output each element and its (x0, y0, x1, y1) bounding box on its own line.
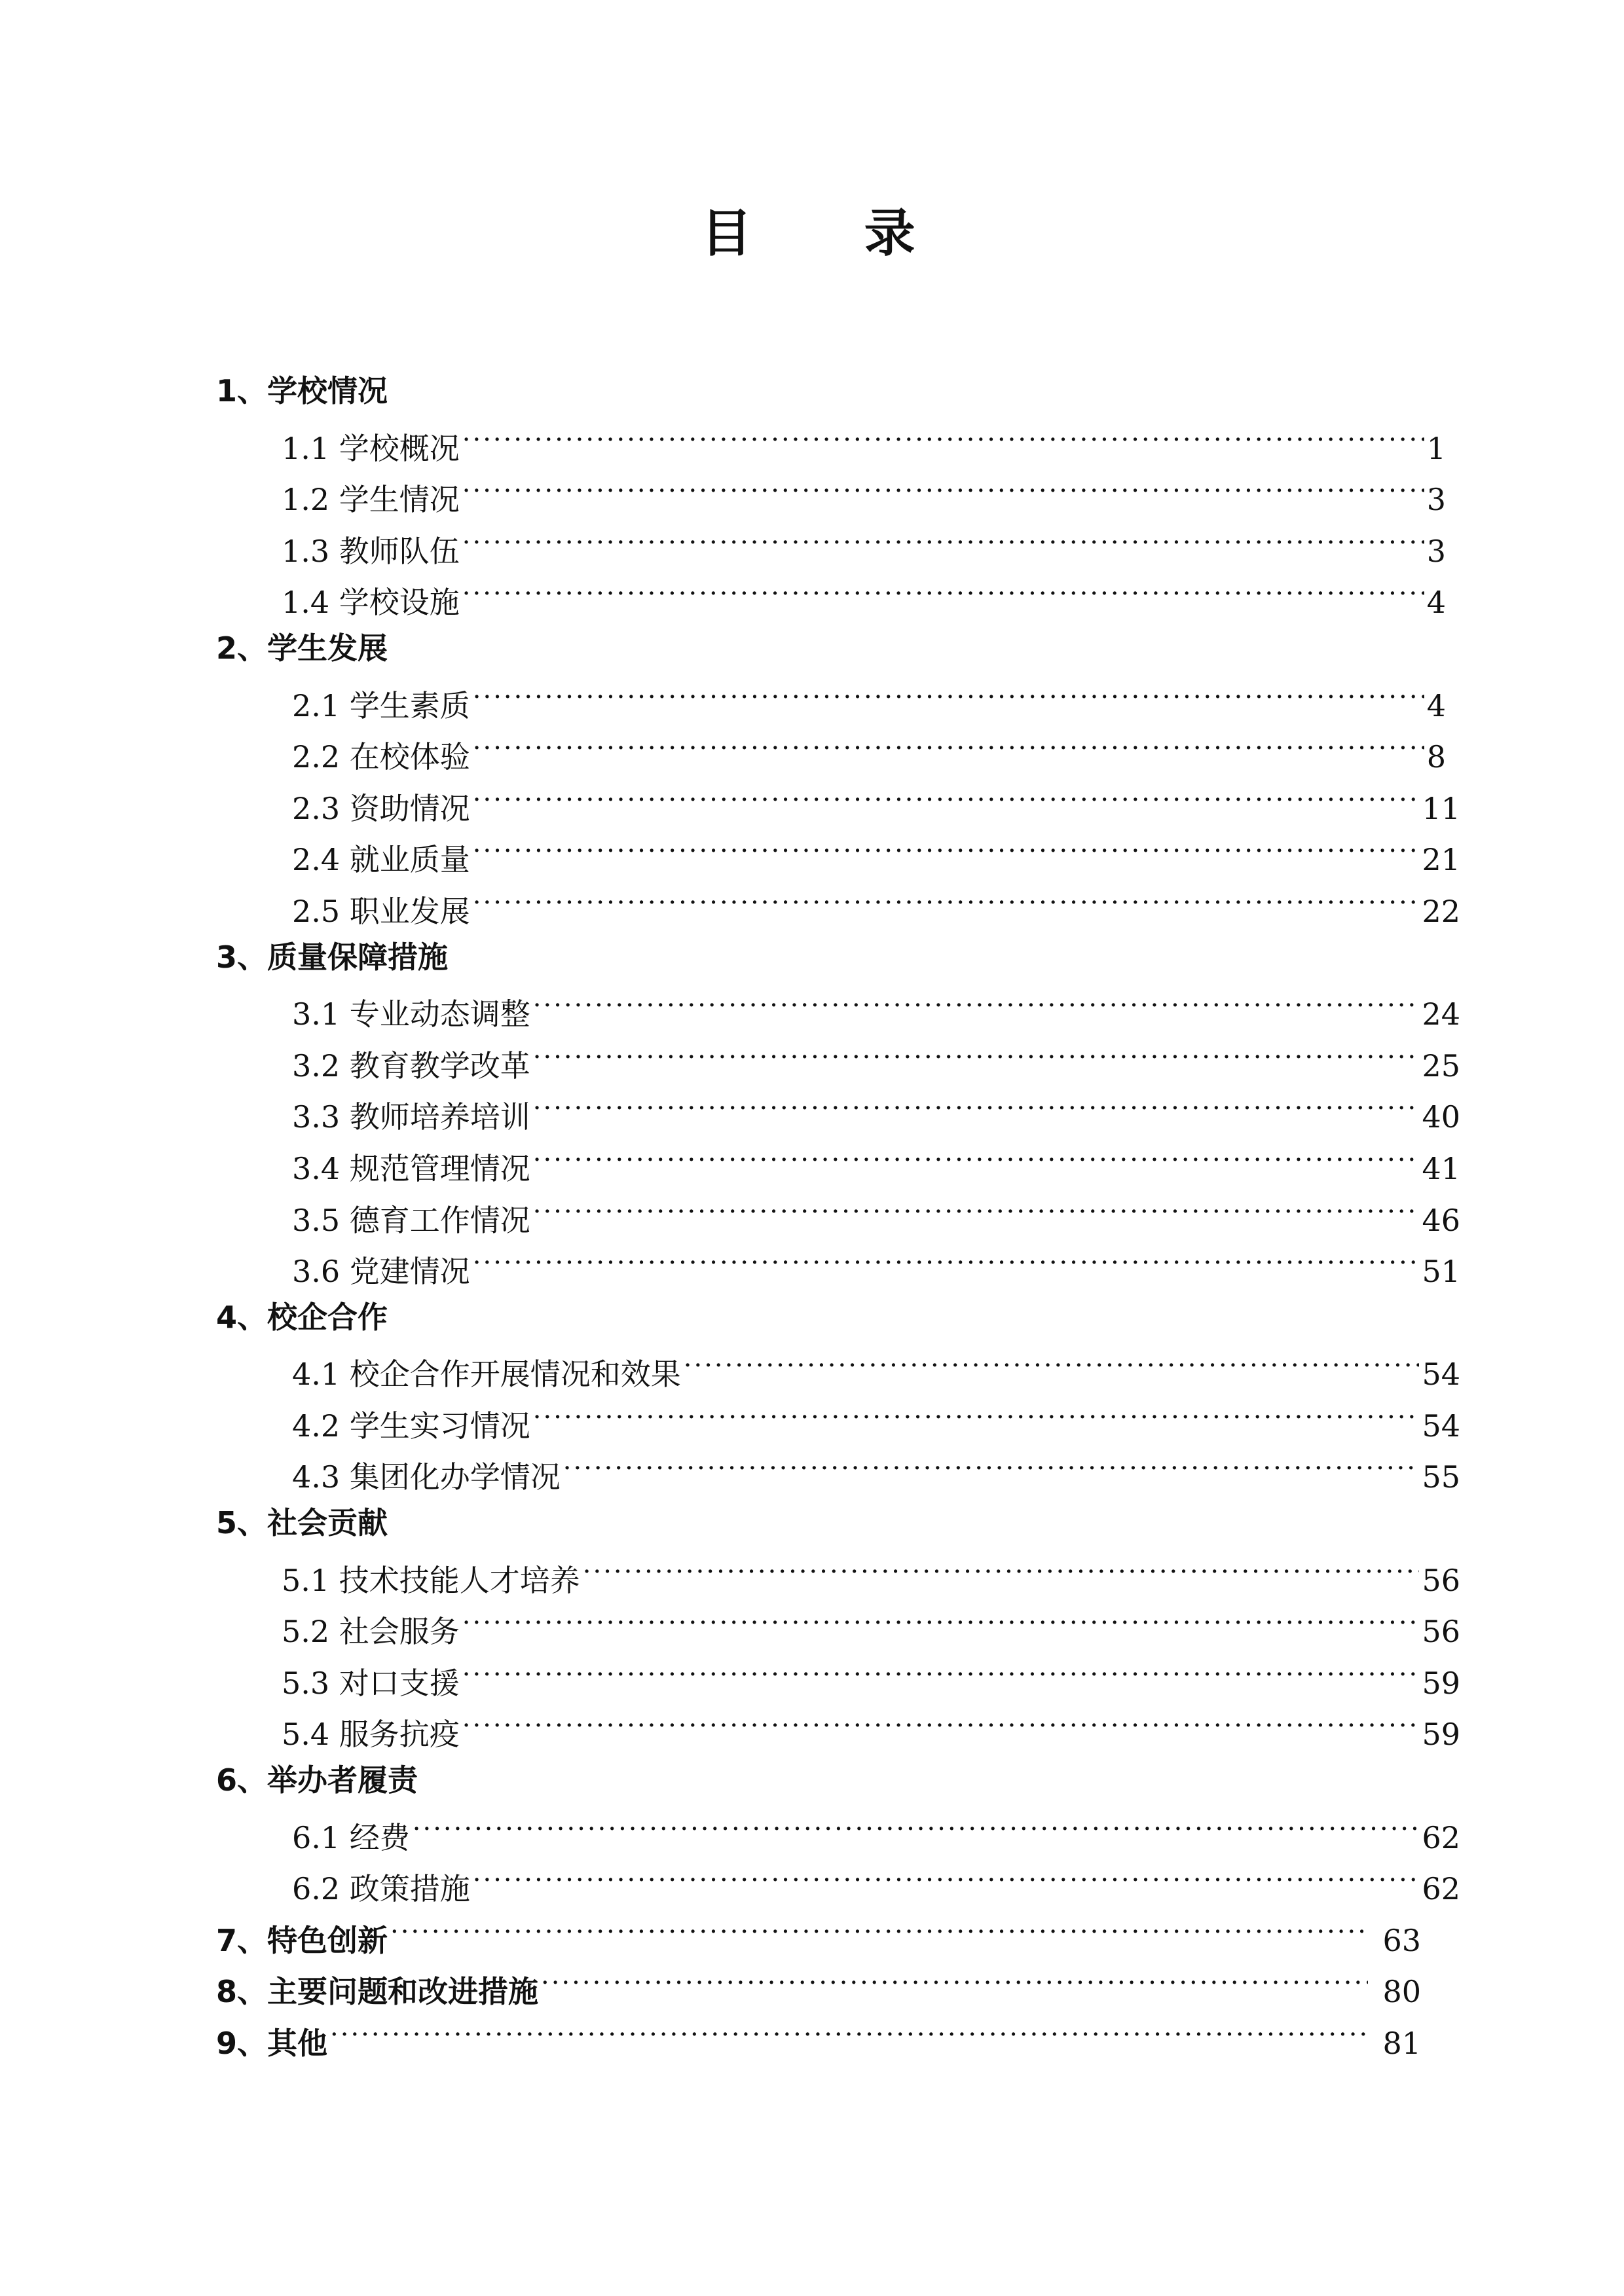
toc-section-1[interactable] (0, 365, 1624, 417)
toc-section-9[interactable] (0, 2012, 1624, 2064)
toc-page-number: 56 (1422, 1562, 1460, 1597)
toc-entry-1-4[interactable] (0, 571, 1624, 623)
dot-leader (583, 1558, 1420, 1591)
toc-entry-1-2[interactable] (0, 468, 1624, 520)
toc-label: 3.6 党建情况 (292, 1254, 470, 1288)
toc-section-4[interactable] (0, 1292, 1624, 1343)
toc-label: 6、举办者履责 (216, 1764, 418, 1797)
toc-page-number: 54 (1422, 1357, 1460, 1391)
dot-leader (533, 1095, 1420, 1127)
table-of-contents (0, 365, 1624, 2064)
toc-entry-2-5[interactable] (0, 880, 1624, 932)
dot-leader (413, 1815, 1420, 1848)
toc-label: 5、社会贡献 (216, 1506, 388, 1540)
toc-label: 1.1 学校概况 (282, 430, 460, 465)
dot-leader (390, 1918, 1368, 1951)
toc-entry-1-3[interactable] (0, 520, 1624, 572)
toc-entry-4-2[interactable] (0, 1394, 1624, 1446)
dot-leader (462, 1661, 1420, 1694)
dot-leader (473, 735, 1424, 767)
page-title: 目 录 (701, 204, 963, 263)
toc-label: 3.5 德育工作情况 (292, 1202, 530, 1237)
toc-page-number: 3 (1426, 533, 1446, 568)
toc-page-number: 59 (1422, 1665, 1460, 1700)
dot-leader (462, 1712, 1420, 1745)
toc-page-number: 55 (1422, 1459, 1460, 1494)
toc-page-number: 3 (1426, 482, 1446, 517)
toc-entry-3-6[interactable] (0, 1240, 1624, 1292)
toc-label: 3.3 教师培养培训 (292, 1099, 530, 1134)
toc-page-number: 4 (1426, 585, 1446, 619)
dot-leader (473, 786, 1420, 819)
dot-leader (462, 426, 1424, 459)
toc-entry-5-1[interactable] (0, 1549, 1624, 1601)
toc-label: 5.4 服务抗疫 (282, 1717, 460, 1751)
toc-page-number: 56 (1422, 1614, 1460, 1649)
dot-leader (330, 2021, 1368, 2054)
toc-entry-2-4[interactable] (0, 828, 1624, 880)
toc-label: 1.3 教师队伍 (282, 533, 460, 568)
dot-leader (533, 1044, 1420, 1076)
toc-label: 6.2 政策措施 (292, 1871, 470, 1906)
toc-label: 3.1 专业动态调整 (292, 996, 530, 1031)
toc-page-number: 41 (1422, 1150, 1460, 1185)
toc-entry-2-2[interactable] (0, 725, 1624, 777)
dot-leader (533, 992, 1420, 1025)
toc-entry-6-1[interactable] (0, 1806, 1624, 1858)
toc-section-5[interactable] (0, 1497, 1624, 1549)
toc-label: 5.3 对口支援 (282, 1665, 460, 1700)
toc-page-number: 51 (1422, 1254, 1460, 1288)
toc-page-number: 11 (1422, 790, 1460, 825)
toc-label: 2.3 资助情况 (292, 790, 470, 825)
toc-label: 3.2 教育教学改革 (292, 1048, 530, 1082)
toc-section-3[interactable] (0, 932, 1624, 983)
dot-leader (473, 1249, 1420, 1282)
dot-leader (462, 529, 1424, 562)
dot-leader (684, 1352, 1420, 1385)
toc-entry-1-1[interactable] (0, 417, 1624, 469)
dot-leader (462, 580, 1424, 613)
toc-page-number: 62 (1422, 1871, 1460, 1906)
toc-page-number: 46 (1422, 1202, 1460, 1237)
toc-label: 2.4 就业质量 (292, 842, 470, 877)
toc-label: 1.2 学生情况 (282, 482, 460, 517)
toc-entry-3-5[interactable] (0, 1189, 1624, 1241)
toc-section-6[interactable] (0, 1755, 1624, 1806)
toc-section-7[interactable] (0, 1909, 1624, 1961)
toc-label: 9、其他 (216, 2026, 328, 2060)
toc-page-number: 59 (1422, 1717, 1460, 1751)
dot-leader (462, 1609, 1420, 1642)
toc-entry-4-1[interactable] (0, 1343, 1624, 1394)
toc-entry-6-2[interactable] (0, 1857, 1624, 1909)
dot-leader (533, 1146, 1420, 1179)
toc-entry-3-1[interactable] (0, 983, 1624, 1034)
toc-entry-2-1[interactable] (0, 674, 1624, 726)
toc-page-number: 24 (1422, 996, 1460, 1031)
toc-label: 1、学校情况 (216, 374, 388, 407)
dot-leader (533, 1404, 1420, 1436)
toc-page-number: 1 (1426, 430, 1446, 465)
toc-label: 7、特色创新 (216, 1922, 388, 1957)
toc-page-number: 81 (1382, 2026, 1421, 2060)
toc-label: 2.2 在校体验 (292, 739, 470, 774)
toc-label: 8、主要问题和改进措施 (216, 1974, 539, 2009)
dot-leader (563, 1455, 1420, 1487)
toc-page-number: 22 (1422, 893, 1460, 928)
dot-leader (473, 683, 1424, 716)
toc-label: 2.5 职业发展 (292, 893, 470, 928)
toc-page-number: 8 (1426, 739, 1446, 774)
toc-label: 4.1 校企合作开展情况和效果 (292, 1357, 681, 1391)
toc-page-number: 4 (1426, 687, 1446, 722)
toc-entry-3-3[interactable] (0, 1085, 1624, 1137)
toc-entry-5-3[interactable] (0, 1652, 1624, 1704)
toc-entry-4-3[interactable] (0, 1446, 1624, 1497)
toc-label: 5.2 社会服务 (282, 1614, 460, 1649)
toc-page-number: 21 (1422, 842, 1460, 877)
toc-entry-5-4[interactable] (0, 1703, 1624, 1755)
toc-page-number: 63 (1382, 1922, 1421, 1957)
dot-leader (473, 889, 1420, 922)
toc-label: 3.4 规范管理情况 (292, 1150, 530, 1185)
toc-label: 5.1 技术技能人才培养 (282, 1562, 580, 1597)
toc-label: 2.1 学生素质 (292, 687, 470, 722)
toc-section-2[interactable] (0, 623, 1624, 674)
toc-page-number: 40 (1422, 1099, 1460, 1134)
toc-label: 4.2 学生实习情况 (292, 1408, 530, 1442)
dot-leader (462, 477, 1424, 510)
toc-entry-5-2[interactable] (0, 1600, 1624, 1652)
toc-page-number: 54 (1422, 1408, 1460, 1442)
toc-label: 4.3 集团化办学情况 (292, 1459, 561, 1494)
toc-label: 3、质量保障措施 (216, 940, 449, 974)
toc-label: 2、学生发展 (216, 631, 388, 665)
dot-leader (533, 1198, 1420, 1231)
toc-page-number: 62 (1422, 1819, 1460, 1854)
dot-leader (541, 1969, 1368, 2002)
toc-label: 4、校企合作 (216, 1300, 388, 1334)
toc-label: 1.4 学校设施 (282, 585, 460, 619)
toc-page-number: 25 (1422, 1048, 1460, 1082)
toc-page-number: 80 (1382, 1974, 1421, 2009)
dot-leader (473, 1867, 1420, 1899)
toc-entry-2-3[interactable] (0, 777, 1624, 829)
dot-leader (473, 837, 1420, 870)
toc-section-8[interactable] (0, 1960, 1624, 2012)
toc-entry-3-4[interactable] (0, 1137, 1624, 1189)
toc-entry-3-2[interactable] (0, 1034, 1624, 1086)
toc-label: 6.1 经费 (292, 1819, 410, 1854)
